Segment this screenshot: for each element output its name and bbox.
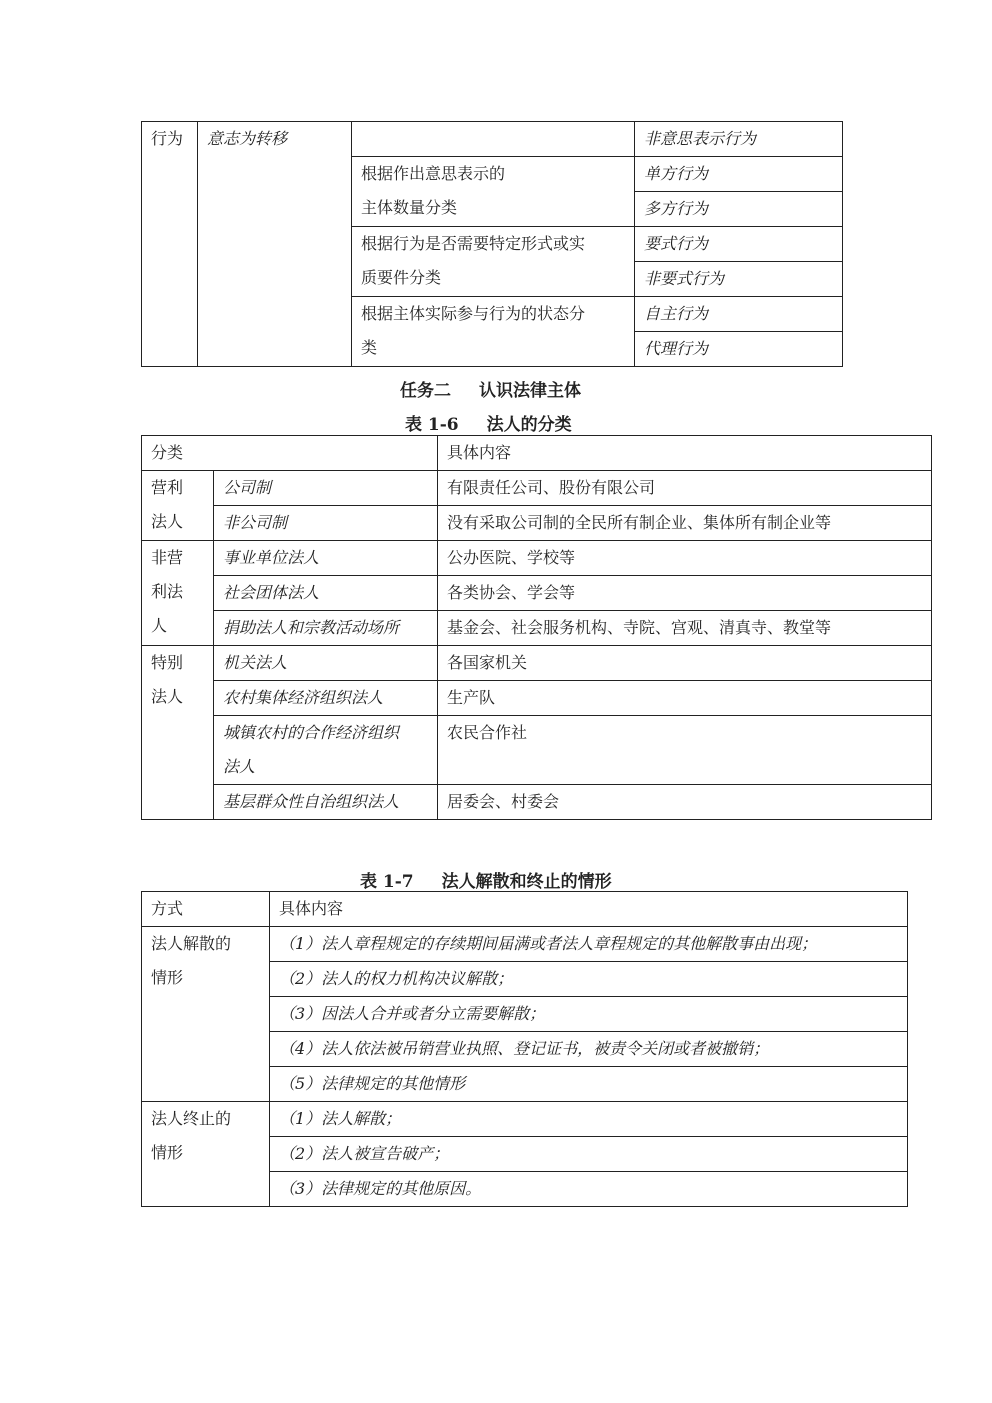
table-row <box>142 927 908 962</box>
type-cell: 公司制 <box>214 471 438 506</box>
item-cell: （4）法人依法被吊销营业执照、登记证书，被责令关闭或者被撤销； <box>270 1032 908 1067</box>
type-cell: 事业单位法人 <box>214 541 438 576</box>
table-row <box>142 681 932 716</box>
section-title: 任务二 认识法律主体 <box>400 381 581 401</box>
type-cell: 基层群众性自治组织法人 <box>214 785 438 820</box>
criterion-form: 根据行为是否需要特定形式或实 质要件分类 <box>352 227 635 297</box>
item-cell: （2）法人被宣告破产； <box>270 1137 908 1172</box>
header-method: 方式 <box>142 892 270 927</box>
item-cell: （3）法律规定的其他原因。 <box>270 1172 908 1207</box>
item-informal: 非要式行为 <box>635 262 843 297</box>
criterion-empty <box>352 122 635 157</box>
type-cell: 城镇农村的合作经济组织 法人 <box>214 716 438 785</box>
item-cell: （1）法人章程规定的存续期间届满或者法人章程规定的其他解散事由出现； <box>270 927 908 962</box>
header-content: 具体内容 <box>438 436 932 471</box>
group-label-termination: 法人终止的 情形 <box>142 1102 270 1207</box>
table-row <box>142 716 932 785</box>
type-cell: 非公司制 <box>214 506 438 541</box>
group-label-nonprofit: 非营 利法 人 <box>142 541 214 646</box>
table-row <box>142 541 932 576</box>
content-cell: 有限责任公司、股份有限公司 <box>438 471 932 506</box>
content-cell: 各国家机关 <box>438 646 932 681</box>
item-unilateral: 单方行为 <box>635 157 843 192</box>
table-header <box>142 436 932 471</box>
criterion-participation: 根据主体实际参与行为的状态分 类 <box>352 297 635 367</box>
header-content: 具体内容 <box>270 892 908 927</box>
content-cell: 没有采取公司制的全民所有制企业、集体所有制企业等 <box>438 506 932 541</box>
item-cell: （5）法律规定的其他情形 <box>270 1067 908 1102</box>
content-cell: 公办医院、学校等 <box>438 541 932 576</box>
item-agency: 代理行为 <box>635 332 843 367</box>
dissolution-termination-table <box>141 891 908 1207</box>
table-row <box>142 471 932 506</box>
type-cell: 机关法人 <box>214 646 438 681</box>
table6-caption: 表 1-6 法人的分类 <box>405 415 572 435</box>
table-row <box>142 1102 908 1137</box>
item-self: 自主行为 <box>635 297 843 332</box>
type-cell: 捐助法人和宗教活动场所 <box>214 611 438 646</box>
type-cell: 社会团体法人 <box>214 576 438 611</box>
group-label-special: 特别 法人 <box>142 646 214 820</box>
row-label-behavior: 行为 <box>142 122 198 367</box>
item-formal: 要式行为 <box>635 227 843 262</box>
criterion-subject-count: 根据作出意思表示的 主体数量分类 <box>352 157 635 227</box>
content-cell: 农民合作社 <box>438 716 932 785</box>
type-cell: 农村集体经济组织法人 <box>214 681 438 716</box>
item-multilateral: 多方行为 <box>635 192 843 227</box>
table-row <box>142 576 932 611</box>
item-non-intent-behavior: 非意思表示行为 <box>635 122 843 157</box>
table-header <box>142 892 908 927</box>
item-cell: （3）因法人合并或者分立需要解散； <box>270 997 908 1032</box>
content-cell: 居委会、村委会 <box>438 785 932 820</box>
item-cell: （2）法人的权力机构决议解散； <box>270 962 908 997</box>
table-row <box>142 611 932 646</box>
table-row <box>142 785 932 820</box>
content-cell: 基金会、社会服务机构、寺院、宫观、清真寺、教堂等 <box>438 611 932 646</box>
item-cell: （1）法人解散； <box>270 1102 908 1137</box>
content-cell: 各类协会、学会等 <box>438 576 932 611</box>
table-row <box>142 646 932 681</box>
sub-label: 意志为转移 <box>198 122 352 367</box>
legal-person-classification-table <box>141 435 932 820</box>
content-cell: 生产队 <box>438 681 932 716</box>
table-row <box>142 506 932 541</box>
header-category: 分类 <box>142 436 438 471</box>
group-label-dissolution: 法人解散的 情形 <box>142 927 270 1102</box>
group-label-profit: 营利 法人 <box>142 471 214 541</box>
table7-caption: 表 1-7 法人解散和终止的情形 <box>360 872 612 892</box>
behavior-classification-table <box>141 121 843 367</box>
